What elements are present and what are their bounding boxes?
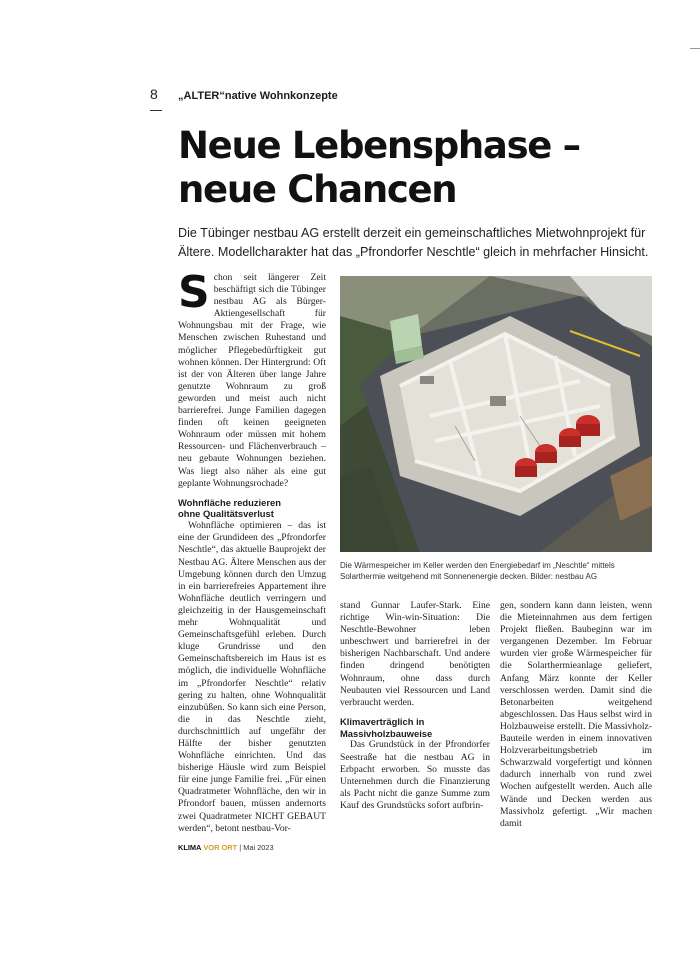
photo-caption-line-1: Die Wärmespeicher im Keller werden den Energiebedarf im „Neschtle“ mittels bbox=[340, 561, 615, 570]
subheading-massivholz-line-1: Klimaverträglich in bbox=[340, 715, 425, 727]
lead-line-2: Ältere. Modellcharakter hat das „Pfrondorfer Neschtle“ gleich in mehrfacher Hinsicht. bbox=[178, 244, 649, 259]
subheading-wohnflaeche bbox=[178, 497, 326, 521]
footer-brand-klima: KLIMA bbox=[178, 843, 202, 852]
article-column-3 bbox=[500, 600, 652, 830]
body-paragraph-win-win: stand Gunnar Laufer-Stark. Eine richtige Win-win-Situation: Die Neschtle-Bewohner leben unbeschwert und barrierefrei in der bisherigen Nachbarschaft. Und andere finden dringend benötigten Wohnraum, ohne dass durch Neubauten viel Ressourcen und Land verbraucht werden. bbox=[340, 600, 490, 708]
footer-date: Mai 2023 bbox=[243, 843, 274, 852]
headline bbox=[178, 124, 648, 212]
article-column-1 bbox=[178, 267, 326, 835]
footer-separator: | bbox=[239, 843, 242, 852]
headline-line-1: Neue Lebensphase – bbox=[178, 124, 580, 167]
photo-caption-line-2: Solarthermie weitgehend mit Sonnenenergie decken. Bilder: nestbau AG bbox=[340, 572, 598, 581]
subheading-wohnflaeche-line-2: ohne Qualitätsverlust bbox=[178, 508, 274, 520]
intro-paragraph bbox=[178, 267, 326, 490]
construction-photo-illustration bbox=[340, 276, 652, 552]
construction-photo bbox=[340, 276, 652, 552]
subheading-massivholz-line-2: Massivholzbauweise bbox=[340, 727, 433, 739]
page-number: 8 bbox=[150, 86, 158, 102]
article-column-2 bbox=[340, 600, 490, 812]
page-number-rule bbox=[150, 110, 162, 111]
footer bbox=[178, 843, 274, 852]
drop-cap: S bbox=[178, 267, 210, 318]
section-kicker: „ALTER“native Wohnkonzepte bbox=[178, 90, 338, 102]
subheading-massivholz bbox=[340, 716, 490, 740]
body-paragraph-wohnflaeche: Wohnfläche optimieren – das ist eine der Grundideen des „Pfrondorfer Neschtle“, das aktuelle Bauprojekt der Nestbau AG. Ältere Menschen aus der Umgebung können durch den Umzug in ein barrierefreies Appartement ihre Wohnfläche deutlich verringern und gleichzeitig in der Hausgemeinschaft mehr Wohnqualität und Gemeinschaftsgefühl erleben. Durch kluge Grundrisse und den Gemeinschaftsbereich im Haus ist es möglich, die individuelle Wohnfläche im „Pfrondorfer Neschtle“ relativ gering zu halten, ohne Wohnqualität einzubüßen. So kann sich eine Person, die in das Neschtle zieht, durchschnittlich auf ungefähr der Hälfte der bisher genutzten Wohnfläche einrichten. Und das bisherige Häusle wird zum Beispiel für eine junge Familie frei. „Für einen Quadratmeter Wohnfläche, den wir in Pfrondorf bauen, müssen andernorts zwei Quadratmeter NICHT GEBAUT werden“, betont nestbau-Vor- bbox=[178, 520, 326, 834]
headline-line-2: neue Chancen bbox=[178, 168, 457, 211]
body-paragraph-grundstueck: Das Grundstück in der Pfrondorfer Seestraße hat die nestbau AG in Erbpacht erworben. So musste das Unternehmen durch die Finanzierung als Pacht nicht die ganze Summe zum Kauf des Grundstücks sofort aufbrin- bbox=[340, 739, 490, 811]
body-paragraph-baubeginn: gen, sondern kann dann leisten, wenn die Mieteinnahmen aus dem fertigen Projekt fließen. Baubeginn war im vergangenen Dezember. Im Februar wurden vier große Wärmespeicher für die Solarthermieanlage geliefert, Anfang März konnte der Keller verschlossen werden. Damit sind die Betonarbeiten weitgehend abgeschlossen. Das Haus selbst wird in Holzbauweise erstellt. Die Massivholz-Bauteile werden in einem innovativen Holzverarbeitungsbetrieb im Schwarzwald vorgefertigt und können dadurch innerhalb von rund zwei Wochen aufgestellt werden. Auch alle Wände und Decken werden aus Massivholz gefertigt. „Wir machen damit bbox=[500, 600, 652, 829]
lead-line-1: Die Tübinger nestbau AG erstellt derzeit ein gemeinschaftliches Mietwohnprojekt für bbox=[178, 226, 646, 240]
subheading-wohnflaeche-line-1: Wohnfläche reduzieren bbox=[178, 496, 281, 508]
photo-caption bbox=[340, 560, 655, 582]
intro-text: chon seit längerer Zeit beschäftigt sich die Tübinger nestbau AG als Bürger-Aktiengesellschaft für Wohnungsbau mit der Frage, wie Menschen zwischen Ruhestand und möglicher Pflegebedürftigkeit gut wohnen können. Der Hintergrund: Oft ist der von Älteren über lange Jahre genutzte Wohnraum zu groß geworden und meist auch nicht barrierefrei. Junge Familien dagegen finden oft keinen geeigneten Wohnraum oder müssen mit hohem Ressourcen- und Flächenverbrauch – neu gebaute Wohnungen beziehen. Was liegt also näher als eine gut geplante Wohnungsrochade? bbox=[178, 272, 326, 489]
corner-rule bbox=[690, 48, 700, 49]
footer-brand-vor-ort: VOR ORT bbox=[203, 843, 238, 852]
lead-paragraph bbox=[178, 224, 658, 261]
